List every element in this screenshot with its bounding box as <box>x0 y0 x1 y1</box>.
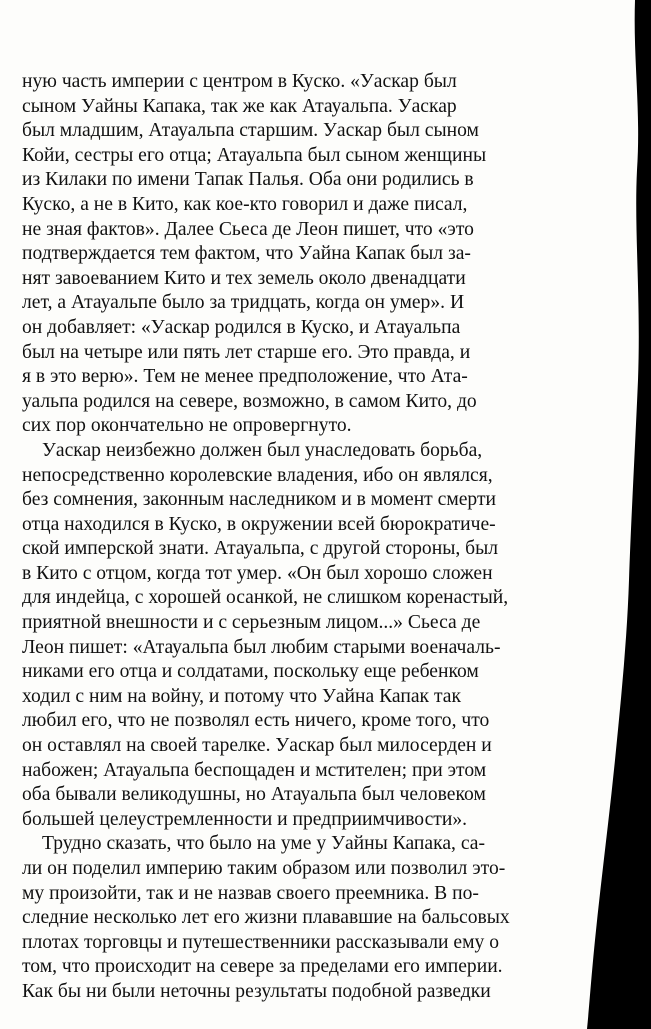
text-line: без сомнения, законным наследником и в момент смерти <box>22 489 497 511</box>
text-line: Уаскар неизбежно должен был унаследовать борьба, <box>42 439 483 461</box>
text-line: сыном Уайны Капака, так же как Атауальпа. Уаскар <box>22 95 457 117</box>
text-line: оба бывали великодушны, но Атауальпа был человеком <box>22 784 486 806</box>
text-line: уальпа родился на севере, возможно, в самом Кито, до <box>22 390 477 412</box>
text-line: непосредственно королевские владения, ибо он являлся, <box>22 464 493 486</box>
text-line: ли он поделил империю таким образом или позволил это- <box>22 858 506 879</box>
text-line: в Кито с отцом, когда тот умер. «Он был хорошо сложен <box>22 562 493 584</box>
text-line: ской имперской знати. Атауальпа, с другой стороны, был <box>22 538 499 560</box>
text-line: был младшим, Атауальпа старшим. Уаскар был сыном <box>22 120 479 142</box>
text-line: Леон пишет: «Атауальпа был любим старыми военачаль- <box>22 636 501 658</box>
text-line: для индейца, с хорошей осанкой, не слишком коренастый, <box>22 587 509 609</box>
text-line: сих пор окончательно не опровергнуто. <box>22 415 352 437</box>
text-line: Куско, а не в Кито, как кое-кто говорил и даже писал, <box>22 193 468 215</box>
text-line: был на четыре или пять лет старше его. Это правда, и <box>22 341 471 363</box>
text-line: большей целеустремленности и предприимчивости». <box>22 808 468 830</box>
text-line: лет, а Атауальпе было за тридцать, когда он умер». И <box>22 292 465 314</box>
text-line: подтверждается тем фактом, что Уайна Капак был за- <box>22 243 471 265</box>
text-line: он добавляет: «Уаскар родился в Куско, и Атауальпа <box>22 316 461 338</box>
text-line: Трудно сказать, что было на уме у Уайны Капака, са- <box>42 833 485 855</box>
text-line: Как бы ни были неточны результаты подобной разведки <box>22 980 491 1002</box>
text-line: набожен; Атауальпа беспощаден и мстителен; при этом <box>22 759 487 781</box>
text-line: приятной внешности и с серьезным лицом...» Сьеса де <box>22 612 481 634</box>
text-line: никами его отца и солдатами, поскольку еще ребенком <box>22 661 479 683</box>
text-line: ходил с ним на войну, и потому что Уайна Капак так <box>22 685 461 707</box>
text-line: не зная фактов». Далее Сьеса де Леон пишет, что «это <box>22 218 474 240</box>
text-line: следние несколько лет его жизни плававшие на бальсовых <box>22 907 510 929</box>
text-line: я в это верю». Тем не менее предположение, что Ата- <box>22 366 468 388</box>
text-line: плотах торговцы и путешественники рассказывали ему о <box>22 931 500 953</box>
text-line: му произойти, так и не назвав своего преемника. В по- <box>22 882 479 904</box>
text-line: из Килаки по имени Тапак Палья. Оба они родились в <box>22 169 474 191</box>
body-text <box>22 70 622 1005</box>
text-line: том, что происходит на севере за пределами его империи. <box>22 956 503 978</box>
text-line: он оставлял на своей тарелке. Уаскар был милосерден и <box>22 735 492 757</box>
text-line: любил его, что не позволял есть ничего, кроме того, что <box>22 710 490 732</box>
text-line: отца находился в Куско, в окружении всей бюрократиче- <box>22 513 496 535</box>
text-line: Койи, сестры его отца; Атауальпа был сыном женщины <box>22 144 487 166</box>
text-line: нят завоеванием Кито и тех земель около двенадцати <box>22 267 466 289</box>
text-line: ную часть империи с центром в Куско. «Уаскар был <box>22 71 457 92</box>
